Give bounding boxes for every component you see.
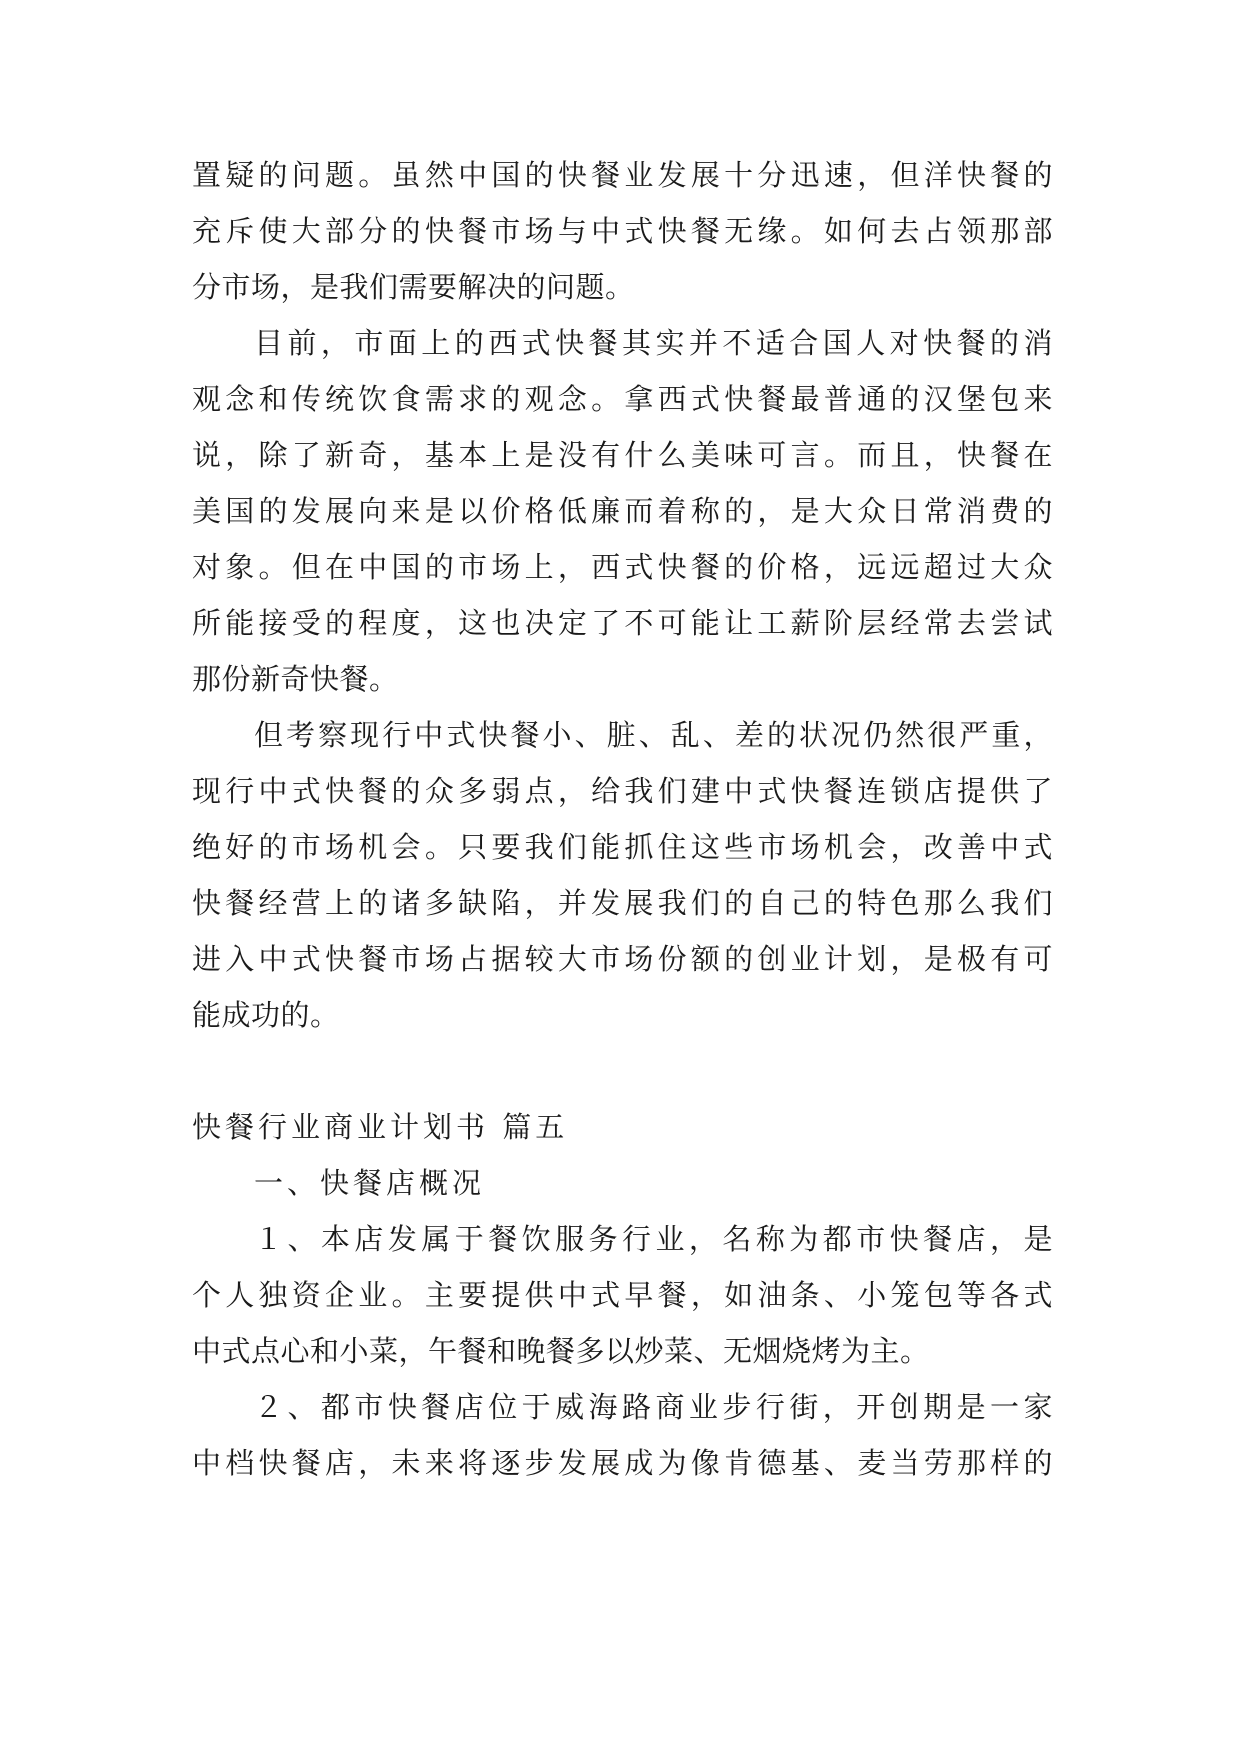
paragraph-line: 美国的发展向来是以价格低廉而着称的，是大众日常消费的 — [192, 494, 1053, 528]
paragraph-line: 充斥使大部分的快餐市场与中式快餐无缘。如何去占领那部 — [192, 214, 1053, 248]
paragraph-line: 那份新奇快餐。 — [192, 662, 399, 696]
paragraph-line: 对象。但在中国的市场上，西式快餐的价格，远远超过大众 — [192, 550, 1053, 584]
paragraph-line: 所能接受的程度，这也决定了不可能让工薪阶层经常去尝试 — [192, 606, 1053, 640]
paragraph-line: １、本店发属于餐饮服务行业，名称为都市快餐店，是 — [254, 1222, 1053, 1256]
paragraph-line: 能成功的。 — [192, 998, 340, 1032]
paragraph-line: 个人独资企业。主要提供中式早餐，如油条、小笼包等各式 — [192, 1278, 1053, 1312]
subsection-title: 一、快餐店概况 — [254, 1166, 486, 1200]
paragraph-line: 置疑的问题。虽然中国的快餐业发展十分迅速，但洋快餐的 — [192, 158, 1053, 192]
paragraph-line: 但考察现行中式快餐小、脏、乱、差的状况仍然很严重， — [254, 718, 1053, 752]
paragraph-line: 进入中式快餐市场占据较大市场份额的创业计划，是极有可 — [192, 942, 1053, 976]
paragraph-line: 中档快餐店，未来将逐步发展成为像肯德基、麦当劳那样的 — [192, 1446, 1053, 1480]
paragraph-line: ２、都市快餐店位于威海路商业步行街，开创期是一家 — [254, 1390, 1053, 1424]
paragraph-line: 观念和传统饮食需求的观念。拿西式快餐最普通的汉堡包来 — [192, 382, 1053, 416]
paragraph-line: 说，除了新奇，基本上是没有什么美味可言。而且，快餐在 — [192, 438, 1053, 472]
paragraph-line: 分市场，是我们需要解决的问题。 — [192, 270, 635, 304]
section-title: 快餐行业商业计划书 篇五 — [192, 1110, 569, 1144]
paragraph-line: 目前，市面上的西式快餐其实并不适合国人对快餐的消 — [254, 326, 1053, 360]
paragraph-line: 中式点心和小菜，午餐和晚餐多以炒菜、无烟烧烤为主。 — [192, 1334, 930, 1368]
paragraph-line: 快餐经营上的诸多缺陷，并发展我们的自己的特色那么我们 — [192, 886, 1053, 920]
paragraph-line: 现行中式快餐的众多弱点，给我们建中式快餐连锁店提供了 — [192, 774, 1053, 808]
paragraph-line: 绝好的市场机会。只要我们能抓住这些市场机会，改善中式 — [192, 830, 1053, 864]
